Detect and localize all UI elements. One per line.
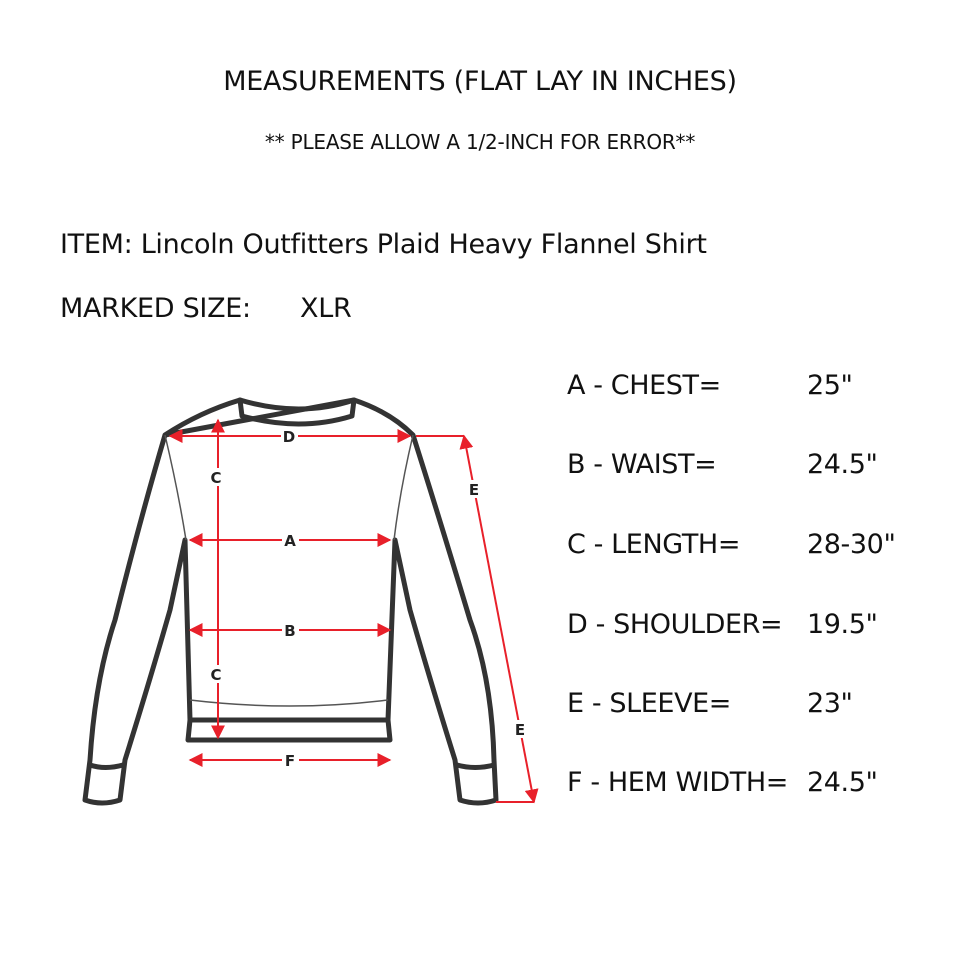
measurement-value: 24.5" <box>807 449 878 480</box>
measurement-value: 23" <box>807 688 853 719</box>
measurement-value: 25" <box>807 370 853 401</box>
page-title: MEASUREMENTS (FLAT LAY IN INCHES) <box>223 66 737 97</box>
measurement-value: 28-30" <box>807 529 896 560</box>
measurement-label: B - WAIST= <box>567 449 717 480</box>
right-cuff <box>457 765 494 768</box>
page-subtitle: ** PLEASE ALLOW A 1/2-INCH FOR ERROR** <box>264 130 696 154</box>
measurement-label: D - SHOULDER= <box>567 609 783 640</box>
label-e-upper: E <box>468 481 480 499</box>
measurement-row-waist <box>567 449 878 485</box>
measurement-row-hem-width <box>567 767 878 803</box>
measurement-row-chest <box>567 370 853 406</box>
item-name: ITEM: Lincoln Outfitters Plaid Heavy Flannel Shirt <box>60 229 707 260</box>
measurement-row-shoulder <box>567 609 878 645</box>
measurement-label: E - SLEEVE= <box>567 688 732 719</box>
marked-size-value: XLR <box>300 293 352 324</box>
label-f: F <box>284 752 296 770</box>
measurement-row-sleeve <box>567 688 853 724</box>
measurement-label: F - HEM WIDTH= <box>567 767 788 798</box>
label-a: A <box>284 532 296 550</box>
measurement-row-length <box>567 529 896 565</box>
label-d: D <box>282 428 296 446</box>
label-e-lower: E <box>514 721 526 739</box>
left-cuff <box>90 765 123 768</box>
measurement-label: C - LENGTH= <box>567 529 741 560</box>
body-outline <box>85 400 496 803</box>
measurement-label: A - CHEST= <box>567 370 721 401</box>
label-c-lower: C <box>210 666 222 684</box>
label-b: B <box>284 622 296 640</box>
seam-lines <box>165 435 413 706</box>
marked-size-label: MARKED SIZE: <box>60 293 251 324</box>
measurement-value: 24.5" <box>807 767 878 798</box>
label-c-upper: C <box>210 469 222 487</box>
measurement-value: 19.5" <box>807 609 878 640</box>
sweater-outline-icon <box>85 400 496 803</box>
